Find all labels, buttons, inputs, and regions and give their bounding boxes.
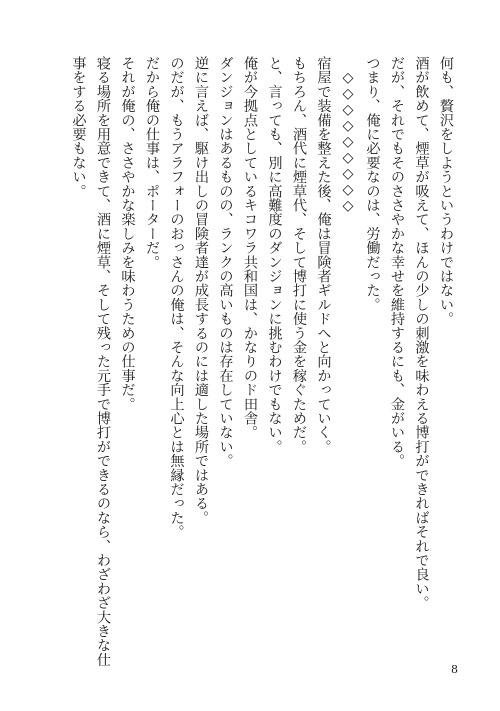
text-line: のだが、もうアラフォーのおっさんの俺は、そんな向上心とは無縁だった。 [168, 56, 185, 539]
text-line: 酒が飲めて、煙草が吸えて、ほんの少しの刺激を味わえる博打ができればそれで良い。 [413, 56, 430, 610]
text-line: 俺が今拠点としているキコワラ共和国は、かなりのド田舎。 [242, 56, 258, 440]
text-line: と、言っても、別に高難度のダンジョンに挑むわけでもない。 [266, 56, 283, 454]
text-line: 逆に言えば、駆け出しの冒険者達が成長するのには適した場所ではある。 [193, 56, 209, 525]
section-separator: ◇◇◇◇◇◇◇◇◇ [340, 70, 356, 214]
text-line: ダンジョンはあるものの、ランクの高いものは存在していない。 [217, 56, 234, 468]
text-line: 事をする必要もない。 [70, 56, 87, 198]
text-line: それが俺の、ささやかな楽しみを味わうための仕事だ。 [119, 56, 136, 411]
vertical-text-body [66, 56, 458, 667]
text-line: 何も、贅沢をしようというわけではない。 [438, 56, 454, 326]
text-line: だが、それでもそのささやかな幸せを維持するにも、金がいる。 [389, 56, 405, 468]
text-line: つまり、俺に必要なのは、労働だった。 [364, 56, 381, 312]
text-line: 宿屋で装備を整えた後、俺は冒険者ギルドへと向かっていく。 [315, 56, 332, 454]
text-line: だから俺の仕事は、ポーターだ。 [144, 56, 160, 269]
text-line: もちろん、酒代に煙草代、そして博打に使う金を稼ぐためだ。 [291, 56, 307, 454]
text-line: 寝る場所を用意できて、酒に煙草、そして残った元手で博打ができるのなら、わざわざ大きな仕 [95, 56, 111, 667]
page-number: 8 [451, 663, 458, 676]
